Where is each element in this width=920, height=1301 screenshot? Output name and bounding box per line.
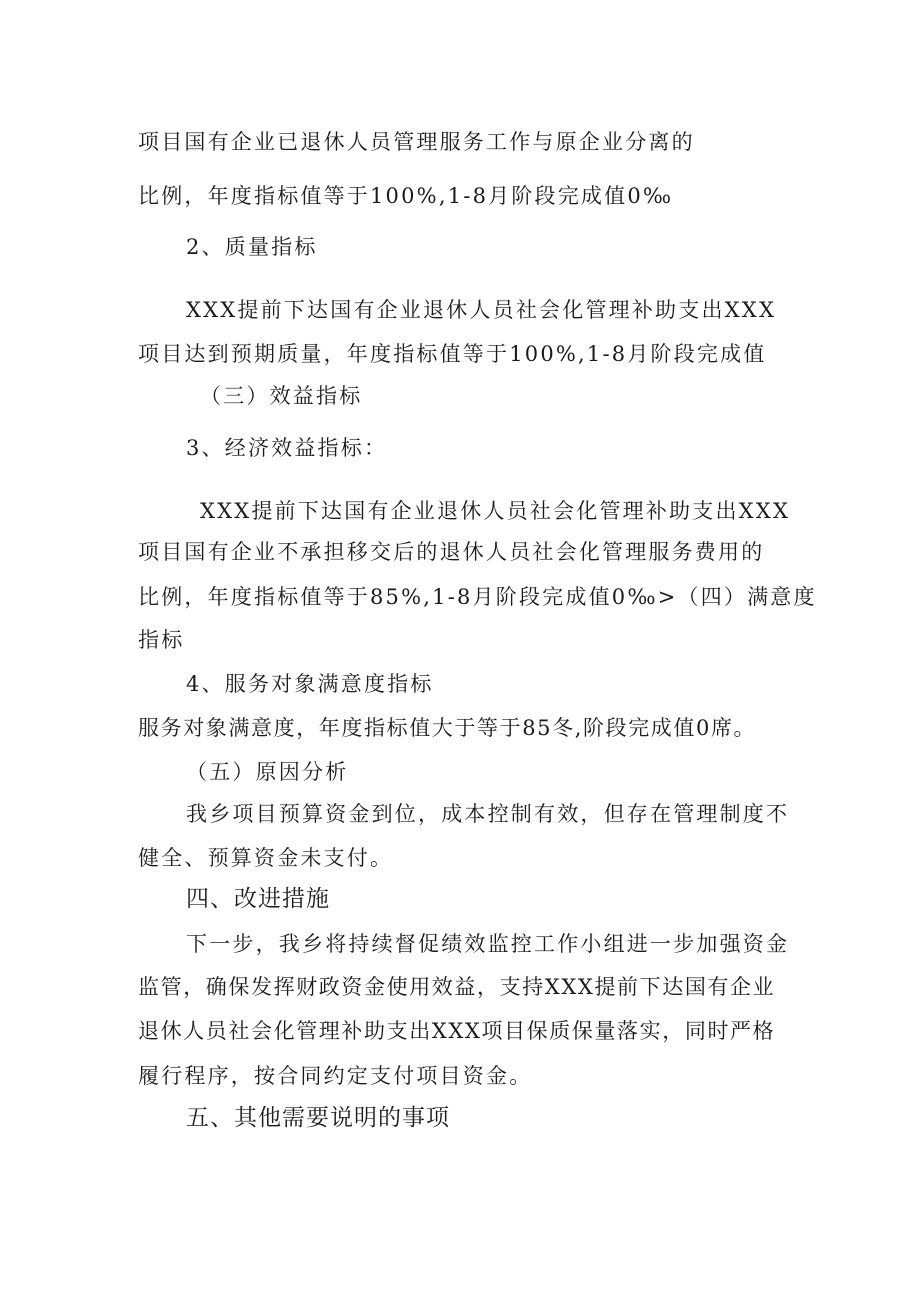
paragraph-line: 比例，年度指标值等于85%,1-8月阶段完成值0‰>（四）满意度 [138, 585, 817, 609]
paragraph-line: 项目达到预期质量，年度指标值等于100%,1-8月阶段完成值 [138, 342, 767, 366]
paragraph-line: 指标 [138, 628, 185, 652]
paragraph-line: 监管，确保发挥财政资金使用效益，支持XXX提前下达国有企业 [138, 975, 776, 999]
paragraph-line: 服务对象满意度，年度指标值大于等于85冬,阶段完成值0席。 [138, 716, 757, 740]
paragraph-line: 履行程序，按合同约定支付项目资金。 [138, 1064, 533, 1088]
paragraph-line: XXX提前下达国有企业退休人员社会化管理补助支出XXX [200, 499, 791, 523]
paragraph-line: 退休人员社会化管理补助支出XXX项目保质保量落实，同时严格 [138, 1019, 776, 1043]
section-heading: 四、改进措施 [186, 886, 330, 912]
paragraph-line: 我乡项目预算资金到位，成本控制有效，但存在管理制度不 [186, 802, 790, 826]
section-subheading: （五）原因分析 [186, 760, 349, 784]
paragraph-line: XXX提前下达国有企业退休人员社会化管理补助支出XXX [186, 298, 777, 322]
paragraph-line: 项目国有企业不承担移交后的退休人员社会化管理服务费用的 [138, 540, 765, 564]
section-subheading: 4、服务对象满意度指标 [186, 672, 434, 696]
section-heading: 五、其他需要说明的事项 [186, 1105, 450, 1131]
section-subheading: 3、经济效益指标： [186, 436, 388, 460]
paragraph-line: 健全、预算资金未支付。 [138, 846, 394, 870]
section-subheading: （三）效益指标 [200, 384, 363, 408]
paragraph-line: 下一步，我乡将持续督促绩效监控工作小组进一步加强资金 [186, 932, 790, 956]
paragraph-line: 项目国有企业已退休人员管理服务工作与原企业分离的 [138, 130, 695, 154]
paragraph-line: 比例，年度指标值等于100%,1-8月阶段完成值0‰ [138, 184, 674, 208]
section-subheading: 2、质量指标 [186, 235, 318, 259]
